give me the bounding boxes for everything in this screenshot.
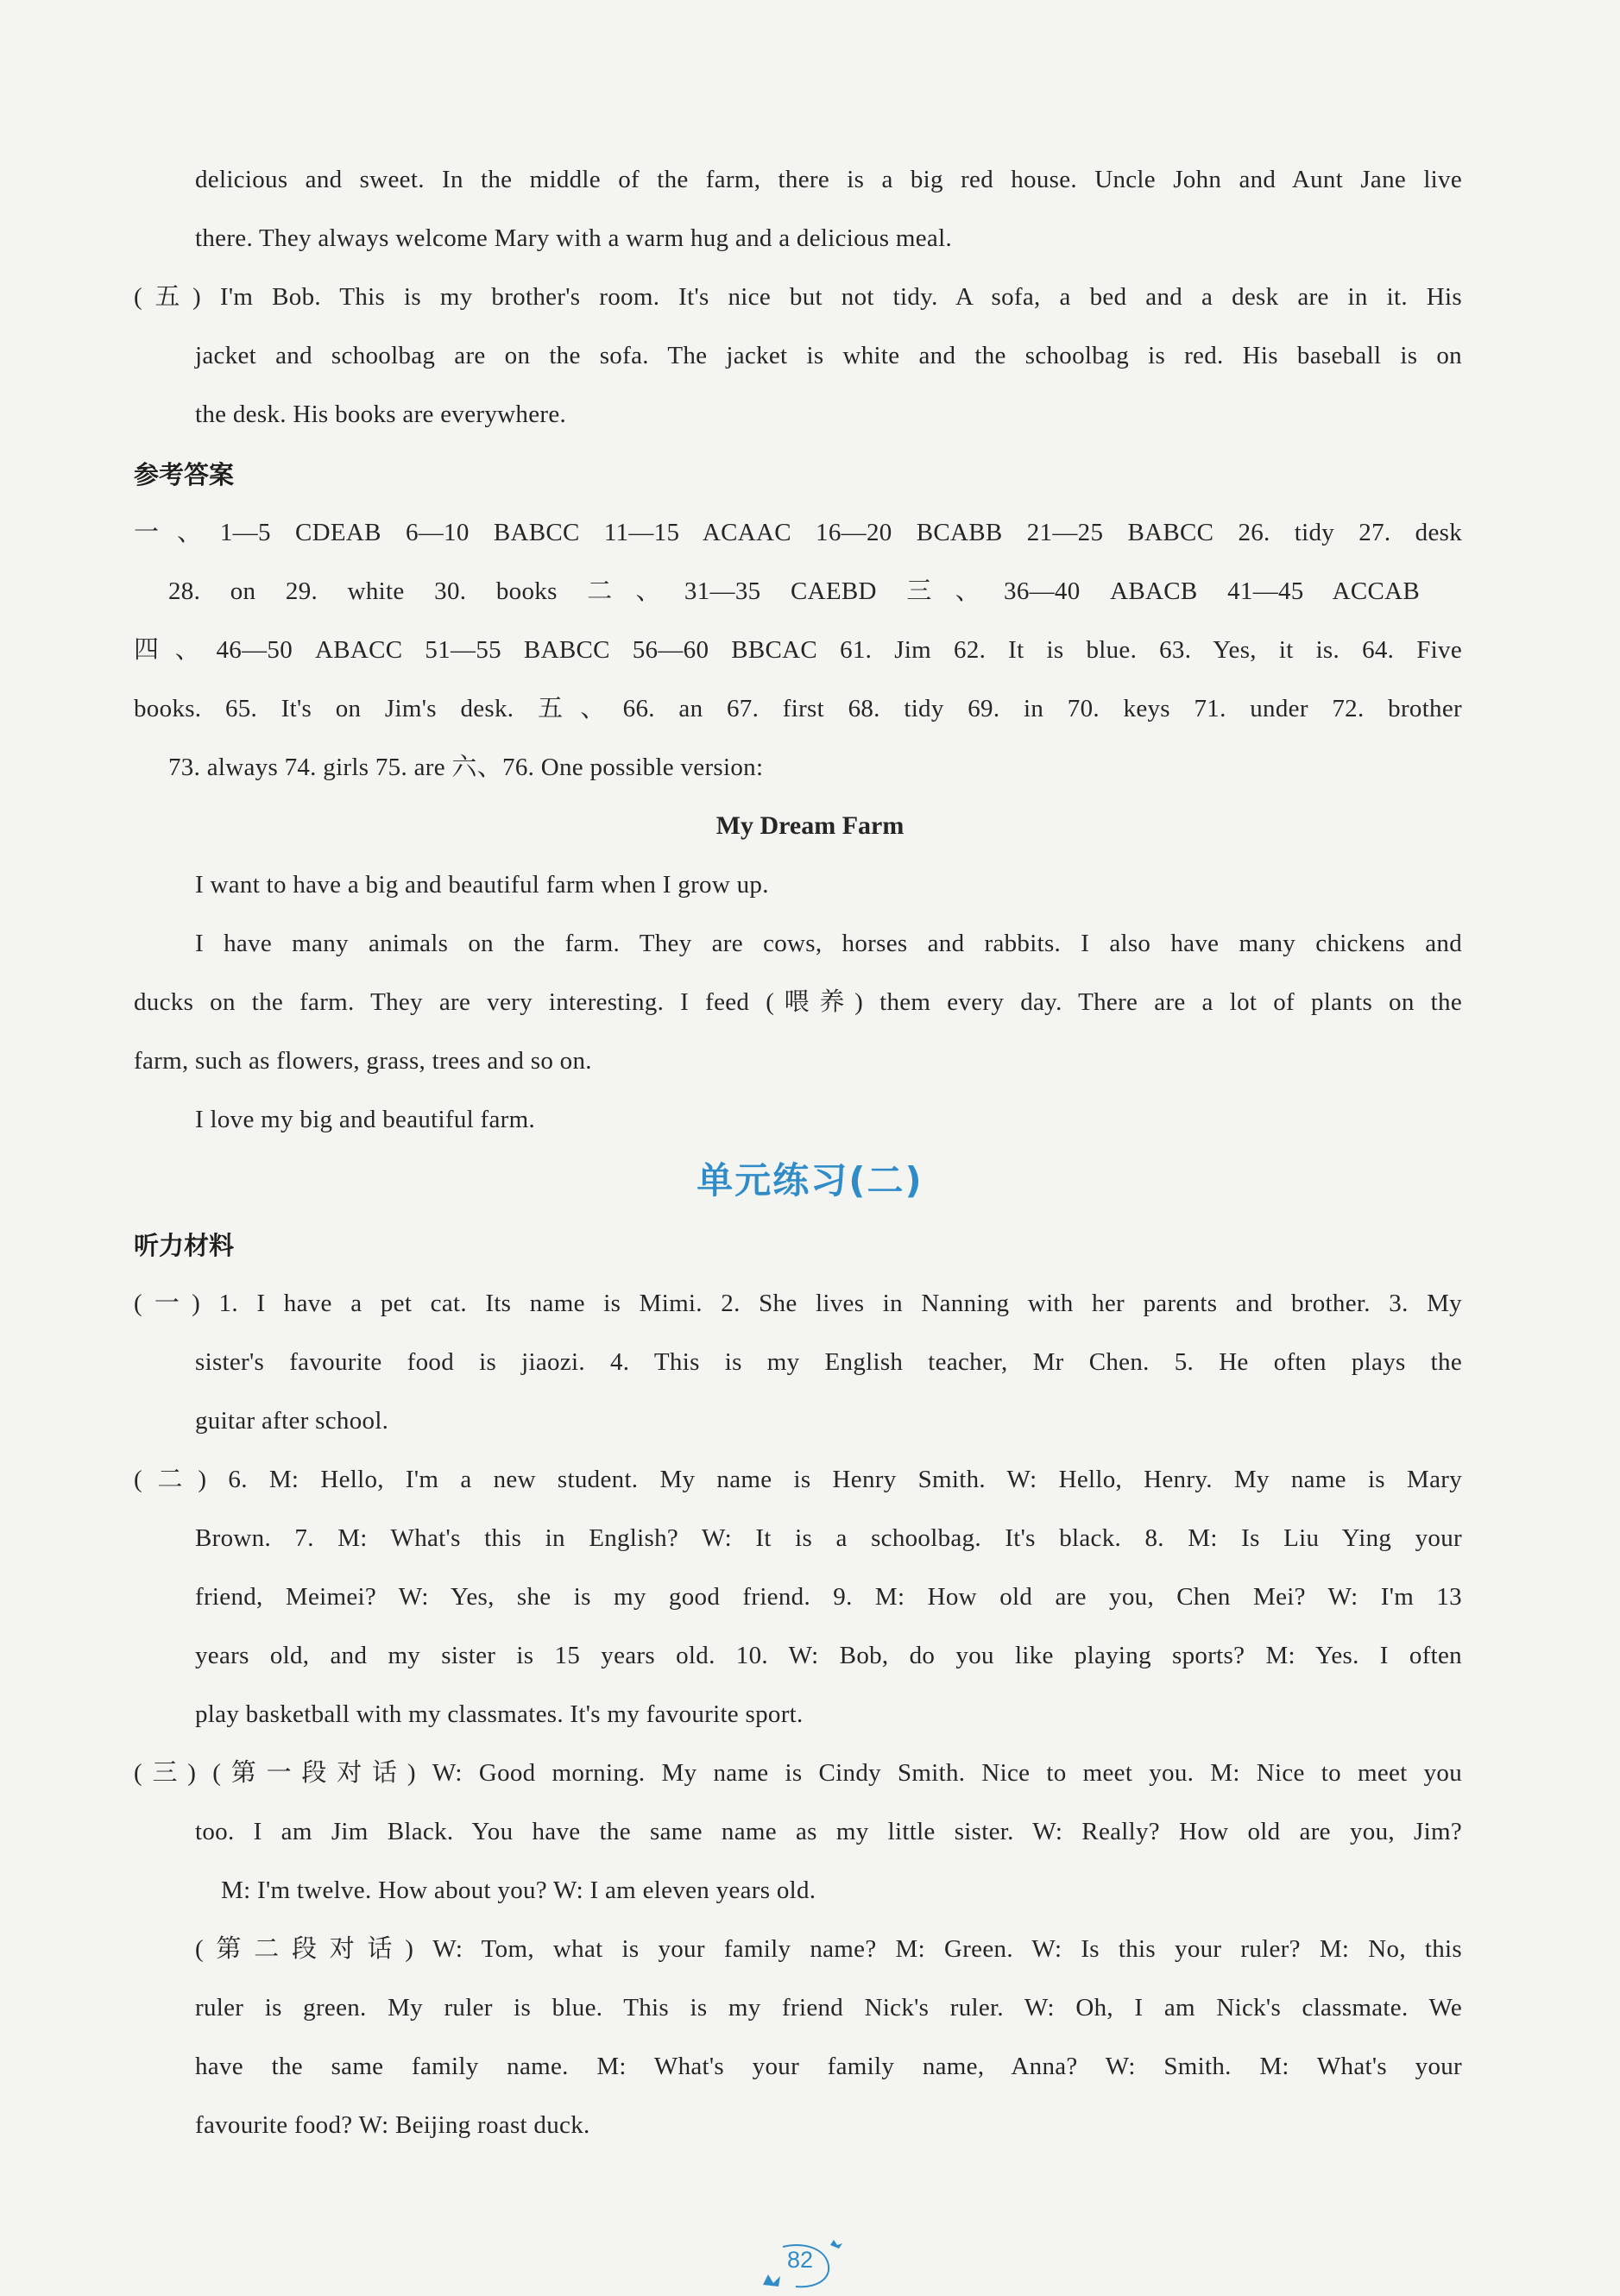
listening-line: guitar after school.: [195, 1407, 389, 1435]
essay-line: I want to have a big and beautiful farm when I grow up.: [195, 871, 769, 899]
listening-line: Brown. 7. M: What's this in English? W: It is a schoolbag. It's black. 8. M: Is Liu Ying your: [195, 1524, 1462, 1552]
listening-line: too. I am Jim Black. You have the same name as my little sister. W: Really? How old are you, Jim?: [195, 1818, 1462, 1845]
text-line: the desk. His books are everywhere.: [195, 401, 567, 428]
listening-line: (一) 1. I have a pet cat. Its name is Mimi. 2. She lives in Nanning with her parents and brother. 3. My: [134, 1290, 1462, 1317]
essay-line: I love my big and beautiful farm.: [195, 1106, 536, 1133]
answer-line: 一、1—5 CDEAB 6—10 BABCC 11—15 ACAAC 16—20 BCABB 21—25 BABCC 26. tidy 27. desk: [134, 519, 1462, 546]
listening-line: have the same family name. M: What's your family name, Anna? W: Smith. M: What's your: [195, 2053, 1462, 2080]
answer-line: books. 65. It's on Jim's desk. 五、66. an 67. first 68. tidy 69. in 70. keys 71. under 72. brother: [134, 695, 1462, 722]
listening-heading: 听力材料: [134, 1231, 235, 1260]
listening-line: sister's favourite food is jiaozi. 4. This is my English teacher, Mr Chen. 5. He often plays the: [195, 1348, 1462, 1376]
page-number: 82: [787, 2247, 814, 2273]
essay-line: I have many animals on the farm. They are cows, horses and rabbits. I also have many chickens and: [195, 930, 1462, 957]
listening-line: friend, Meimei? W: Yes, she is my good friend. 9. M: How old are you, Chen Mei? W: I'm 13: [195, 1583, 1462, 1611]
text-line: jacket and schoolbag are on the sofa. The jacket is white and the schoolbag is red. His baseball is on: [195, 342, 1462, 369]
answer-line: 28. on 29. white 30. books 二、31—35 CAEBD 三、36—40 ABACB 41—45 ACCAB: [168, 577, 1420, 605]
listening-line: (第二段对话) W: Tom, what is your family name? M: Green. W: Is this your ruler? M: No, this: [195, 1935, 1462, 1963]
essay-title: My Dream Farm: [715, 811, 905, 840]
listening-line: ruler is green. My ruler is blue. This is my friend Nick's ruler. W: Oh, I am Nick's classmate. We: [195, 1994, 1462, 2022]
listening-line: M: I'm twelve. How about you? W: I am eleven years old.: [221, 1877, 816, 1904]
listening-line: (二) 6. M: Hello, I'm a new student. My name is Henry Smith. W: Hello, Henry. My name is Mary: [134, 1466, 1462, 1493]
answer-line: 73. always 74. girls 75. are 六、76. One possible version:: [168, 754, 764, 781]
text-line: (五) I'm Bob. This is my brother's room. It's nice but not tidy. A sofa, a bed and a desk are in it. His: [134, 283, 1462, 311]
listening-line: favourite food? W: Beijing roast duck.: [195, 2111, 590, 2139]
unit-title: 单元练习(二): [697, 1159, 923, 1202]
listening-line: years old, and my sister is 15 years old. 10. W: Bob, do you like playing sports? M: Yes. I often: [195, 1642, 1462, 1669]
essay-line: ducks on the farm. They are very interesting. I feed (喂养) them every day. There are a lot of plants on the: [134, 988, 1462, 1016]
answers-heading: 参考答案: [134, 460, 235, 489]
text-line: there. They always welcome Mary with a warm hug and a delicious meal.: [195, 224, 952, 252]
answer-line: 四、46—50 ABACC 51—55 BABCC 56—60 BBCAC 61. Jim 62. It is blue. 63. Yes, it is. 64. Five: [134, 636, 1462, 664]
listening-line: (三) (第一段对话) W: Good morning. My name is Cindy Smith. Nice to meet you. M: Nice to meet you: [134, 1759, 1462, 1787]
essay-line: farm, such as flowers, grass, trees and so on.: [134, 1047, 592, 1075]
text-line: delicious and sweet. In the middle of the farm, there is a big red house. Uncle John and Aunt Jane live: [195, 166, 1462, 193]
page-number-badge: [753, 2240, 839, 2283]
listening-line: play basketball with my classmates. It's my favourite sport.: [195, 1700, 804, 1728]
